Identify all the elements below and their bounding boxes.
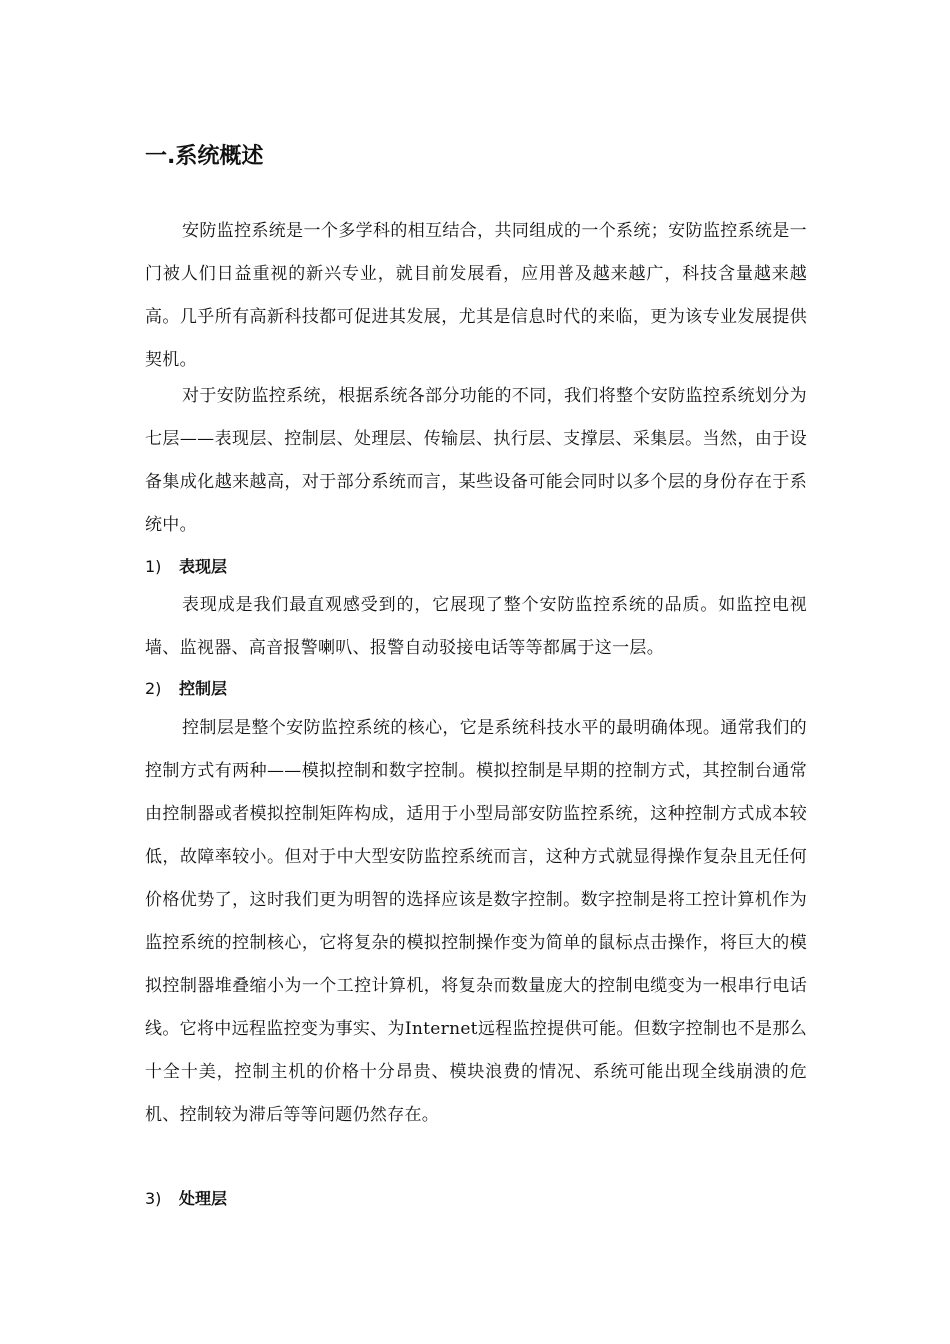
section-paragraph-presentation: 表现成是我们最直观感受到的，它展现了整个安防监控系统的品质。如监控电视墙、监视器、高音报警喇叭、报警自动驳接电话等等都属于这一层。 <box>145 595 807 658</box>
section-heading-processing <box>145 1187 227 1211</box>
intro-paragraph-2: 对于安防监控系统，根据系统各部分功能的不同，我们将整个安防监控系统划分为七层——表现层、控制层、处理层、传输层、执行层、支撑层、采集层。当然，由于设备集成化越来越高，对于部分系统而言，某些设备可能会同时以多个层的身份存在于系统中。 <box>145 386 807 535</box>
section-number: 1) <box>145 557 162 576</box>
section-label: 处理层 <box>179 1189 228 1208</box>
section-number: 3) <box>145 1189 162 1208</box>
page-title: 一.系统概述 <box>145 144 264 169</box>
section-label: 表现层 <box>179 557 228 576</box>
section-label: 控制层 <box>179 679 228 698</box>
section-paragraph-control: 控制层是整个安防监控系统的核心，它是系统科技水平的最明确体现。通常我们的控制方式有两种——模拟控制和数字控制。模拟控制是早期的控制方式，其控制台通常由控制器或者模拟控制矩阵构成，适用于小型局部安防监控系统，这种控制方式成本较低，故障率较小。但对于中大型安防监控系统而言，这种方式就显得操作复杂且无任何价格优势了，这时我们更为明智的选择应该是数字控制。数字控制是将工控计算机作为监控系统的控制核心，它将复杂的模拟控制操作变为简单的鼠标点击操作，将巨大的模拟控制器堆叠缩小为一个工控计算机，将复杂而数量庞大的控制电缆变为一根串行电话线。它将中远程监控变为事实、为Internet远程监控提供可能。但数字控制也不是那么十全十美，控制主机的价格十分昂贵、模块浪费的情况、系统可能出现全线崩溃的危机、控制较为滞后等等问题仍然存在。 <box>145 718 807 1125</box>
section-heading-presentation <box>145 555 227 579</box>
section-number: 2) <box>145 679 162 698</box>
section-heading-control <box>145 677 227 701</box>
intro-paragraph-1: 安防监控系统是一个多学科的相互结合，共同组成的一个系统；安防监控系统是一门被人们日益重视的新兴专业，就目前发展看，应用普及越来越广，科技含量越来越高。几乎所有高新科技都可促进其发展，尤其是信息时代的来临，更为该专业发展提供契机。 <box>145 221 807 370</box>
